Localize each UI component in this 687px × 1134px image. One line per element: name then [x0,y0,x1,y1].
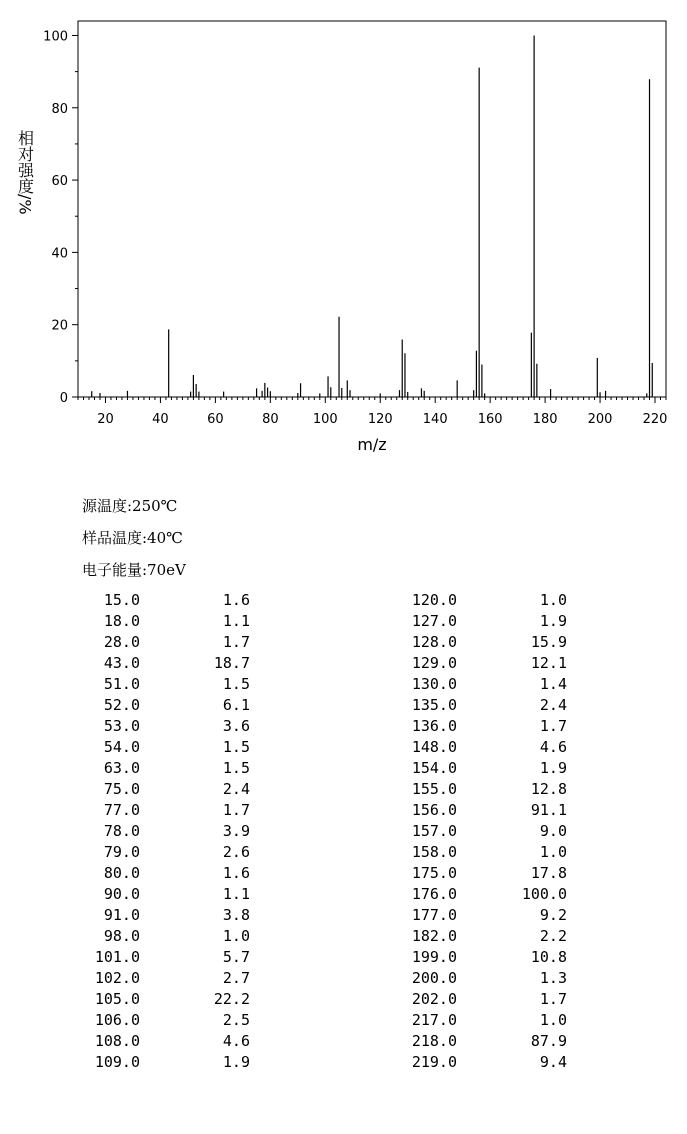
mz-value: 218.0 [411,1032,457,1050]
table-row [80,674,250,695]
table-row [397,758,567,779]
mz-value: 91.0 [103,906,140,924]
mz-value: 154.0 [411,759,457,777]
mz-value: 101.0 [94,948,140,966]
mz-value: 127.0 [411,612,457,630]
source-temperature: 源温度:250℃ [82,497,178,515]
abundance-value: 1.0 [539,843,567,861]
peak-table-right [397,590,567,1073]
x-tick-label: 40 [152,412,169,427]
abundance-value: 9.2 [539,906,567,924]
mz-value: 53.0 [103,717,140,735]
mz-value: 130.0 [411,675,457,693]
y-tick-label: 40 [51,246,68,262]
table-row [80,842,250,863]
y-tick-label: 80 [51,101,68,117]
table-row [397,653,567,674]
y-axis-label: 相对强度/% [15,130,35,215]
spectrum-peaks [92,35,653,397]
abundance-value: 17.8 [530,864,567,882]
abundance-value: 1.1 [222,885,250,903]
mz-value: 78.0 [103,822,140,840]
abundance-value: 4.6 [539,738,567,756]
table-row [80,716,250,737]
abundance-value: 1.7 [222,801,250,819]
x-tick-label: 140 [422,412,448,427]
mz-value: 175.0 [411,864,457,882]
table-row [397,926,567,947]
mz-value: 136.0 [411,717,457,735]
abundance-value: 1.1 [222,612,250,630]
x-tick-label: 80 [262,412,279,427]
mz-value: 109.0 [94,1053,140,1071]
mz-value: 77.0 [103,801,140,819]
mz-value: 54.0 [103,738,140,756]
table-row [397,884,567,905]
mz-value: 52.0 [103,696,140,714]
x-tick-label: 100 [312,412,338,427]
mz-value: 217.0 [411,1011,457,1029]
table-row [397,695,567,716]
mz-value: 79.0 [103,843,140,861]
mz-value: 199.0 [411,948,457,966]
table-row [397,611,567,632]
table-row [80,821,250,842]
table-row [80,632,250,653]
abundance-value: 1.6 [222,864,250,882]
abundance-value: 1.5 [222,759,250,777]
table-row [397,989,567,1010]
table-row [397,1010,567,1031]
sample-temperature: 样品温度:40℃ [82,529,183,547]
abundance-value: 1.0 [539,591,567,609]
x-axis-label: m/z [357,435,387,454]
abundance-value: 1.5 [222,738,250,756]
x-tick-label: 200 [587,412,613,427]
abundance-value: 6.1 [222,696,250,714]
abundance-value: 2.2 [539,927,567,945]
mz-value: 155.0 [411,780,457,798]
table-row [80,737,250,758]
table-row [397,800,567,821]
abundance-value: 2.4 [222,780,250,798]
mz-value: 51.0 [103,675,140,693]
plot-frame [78,21,666,397]
table-row [80,1010,250,1031]
abundance-value: 2.4 [539,696,567,714]
table-row [397,863,567,884]
table-row [80,947,250,968]
abundance-value: 12.8 [530,780,567,798]
abundance-value: 9.0 [539,822,567,840]
x-tick-label: 160 [477,412,503,427]
table-row [397,716,567,737]
abundance-value: 1.9 [539,759,567,777]
abundance-value: 1.4 [539,675,567,693]
mz-value: 156.0 [411,801,457,819]
abundance-value: 5.7 [222,948,250,966]
mz-value: 108.0 [94,1032,140,1050]
table-row [80,1052,250,1073]
abundance-value: 87.9 [530,1032,567,1050]
abundance-value: 18.7 [213,654,250,672]
x-tick-label: 120 [367,412,393,427]
electron-energy: 电子能量:70eV [82,561,186,579]
table-row [397,674,567,695]
abundance-value: 1.7 [539,717,567,735]
mass-spectrum-chart [0,0,687,470]
abundance-value: 4.6 [222,1032,250,1050]
mz-value: 200.0 [411,969,457,987]
mz-value: 219.0 [411,1053,457,1071]
table-row [397,947,567,968]
y-tick-label: 100 [43,29,68,45]
abundance-value: 10.8 [530,948,567,966]
abundance-value: 2.6 [222,843,250,861]
mz-value: 120.0 [411,591,457,609]
mz-value: 129.0 [411,654,457,672]
abundance-value: 100.0 [521,885,567,903]
table-row [80,926,250,947]
abundance-value: 91.1 [530,801,567,819]
mz-value: 28.0 [103,633,140,651]
mz-value: 63.0 [103,759,140,777]
mz-value: 75.0 [103,780,140,798]
table-row [80,758,250,779]
table-row [397,590,567,611]
table-row [80,905,250,926]
table-row [80,695,250,716]
abundance-value: 1.6 [222,591,250,609]
abundance-value: 3.9 [222,822,250,840]
mz-value: 158.0 [411,843,457,861]
axis-ticks [43,29,667,427]
abundance-value: 1.0 [222,927,250,945]
table-row [80,590,250,611]
y-tick-label: 60 [51,174,68,190]
mz-value: 182.0 [411,927,457,945]
table-row [397,779,567,800]
mz-value: 176.0 [411,885,457,903]
table-row [397,1031,567,1052]
abundance-value: 9.4 [539,1053,567,1071]
table-row [80,653,250,674]
x-tick-label: 60 [207,412,224,427]
table-row [80,863,250,884]
abundance-value: 22.2 [213,990,250,1008]
x-tick-label: 20 [97,412,114,427]
abundance-value: 1.5 [222,675,250,693]
peak-table-left [80,590,250,1073]
mz-value: 102.0 [94,969,140,987]
mz-value: 80.0 [103,864,140,882]
mz-value: 148.0 [411,738,457,756]
mz-value: 177.0 [411,906,457,924]
mz-value: 135.0 [411,696,457,714]
x-tick-label: 180 [532,412,558,427]
mz-value: 90.0 [103,885,140,903]
mz-value: 43.0 [103,654,140,672]
abundance-value: 1.7 [222,633,250,651]
mz-value: 106.0 [94,1011,140,1029]
abundance-value: 3.8 [222,906,250,924]
table-row [397,632,567,653]
table-row [80,611,250,632]
table-row [397,905,567,926]
table-row [80,989,250,1010]
abundance-value: 12.1 [530,654,567,672]
x-tick-label: 220 [642,412,668,427]
table-row [80,800,250,821]
table-row [80,968,250,989]
table-row [80,779,250,800]
mz-value: 15.0 [103,591,140,609]
table-row [397,1052,567,1073]
abundance-value: 1.9 [222,1053,250,1071]
y-tick-label: 0 [59,391,68,406]
abundance-value: 1.9 [539,612,567,630]
mz-value: 157.0 [411,822,457,840]
abundance-value: 15.9 [530,633,567,651]
abundance-value: 2.7 [222,969,250,987]
abundance-value: 1.0 [539,1011,567,1029]
table-row [397,968,567,989]
mz-value: 105.0 [94,990,140,1008]
table-row [397,842,567,863]
mz-value: 98.0 [103,927,140,945]
abundance-value: 1.3 [539,969,567,987]
mz-value: 128.0 [411,633,457,651]
mz-value: 18.0 [103,612,140,630]
y-tick-label: 20 [51,318,68,334]
table-row [397,821,567,842]
abundance-value: 2.5 [222,1011,250,1029]
abundance-value: 1.7 [539,990,567,1008]
abundance-value: 3.6 [222,717,250,735]
mz-value: 202.0 [411,990,457,1008]
table-row [80,884,250,905]
table-row [397,737,567,758]
table-row [80,1031,250,1052]
